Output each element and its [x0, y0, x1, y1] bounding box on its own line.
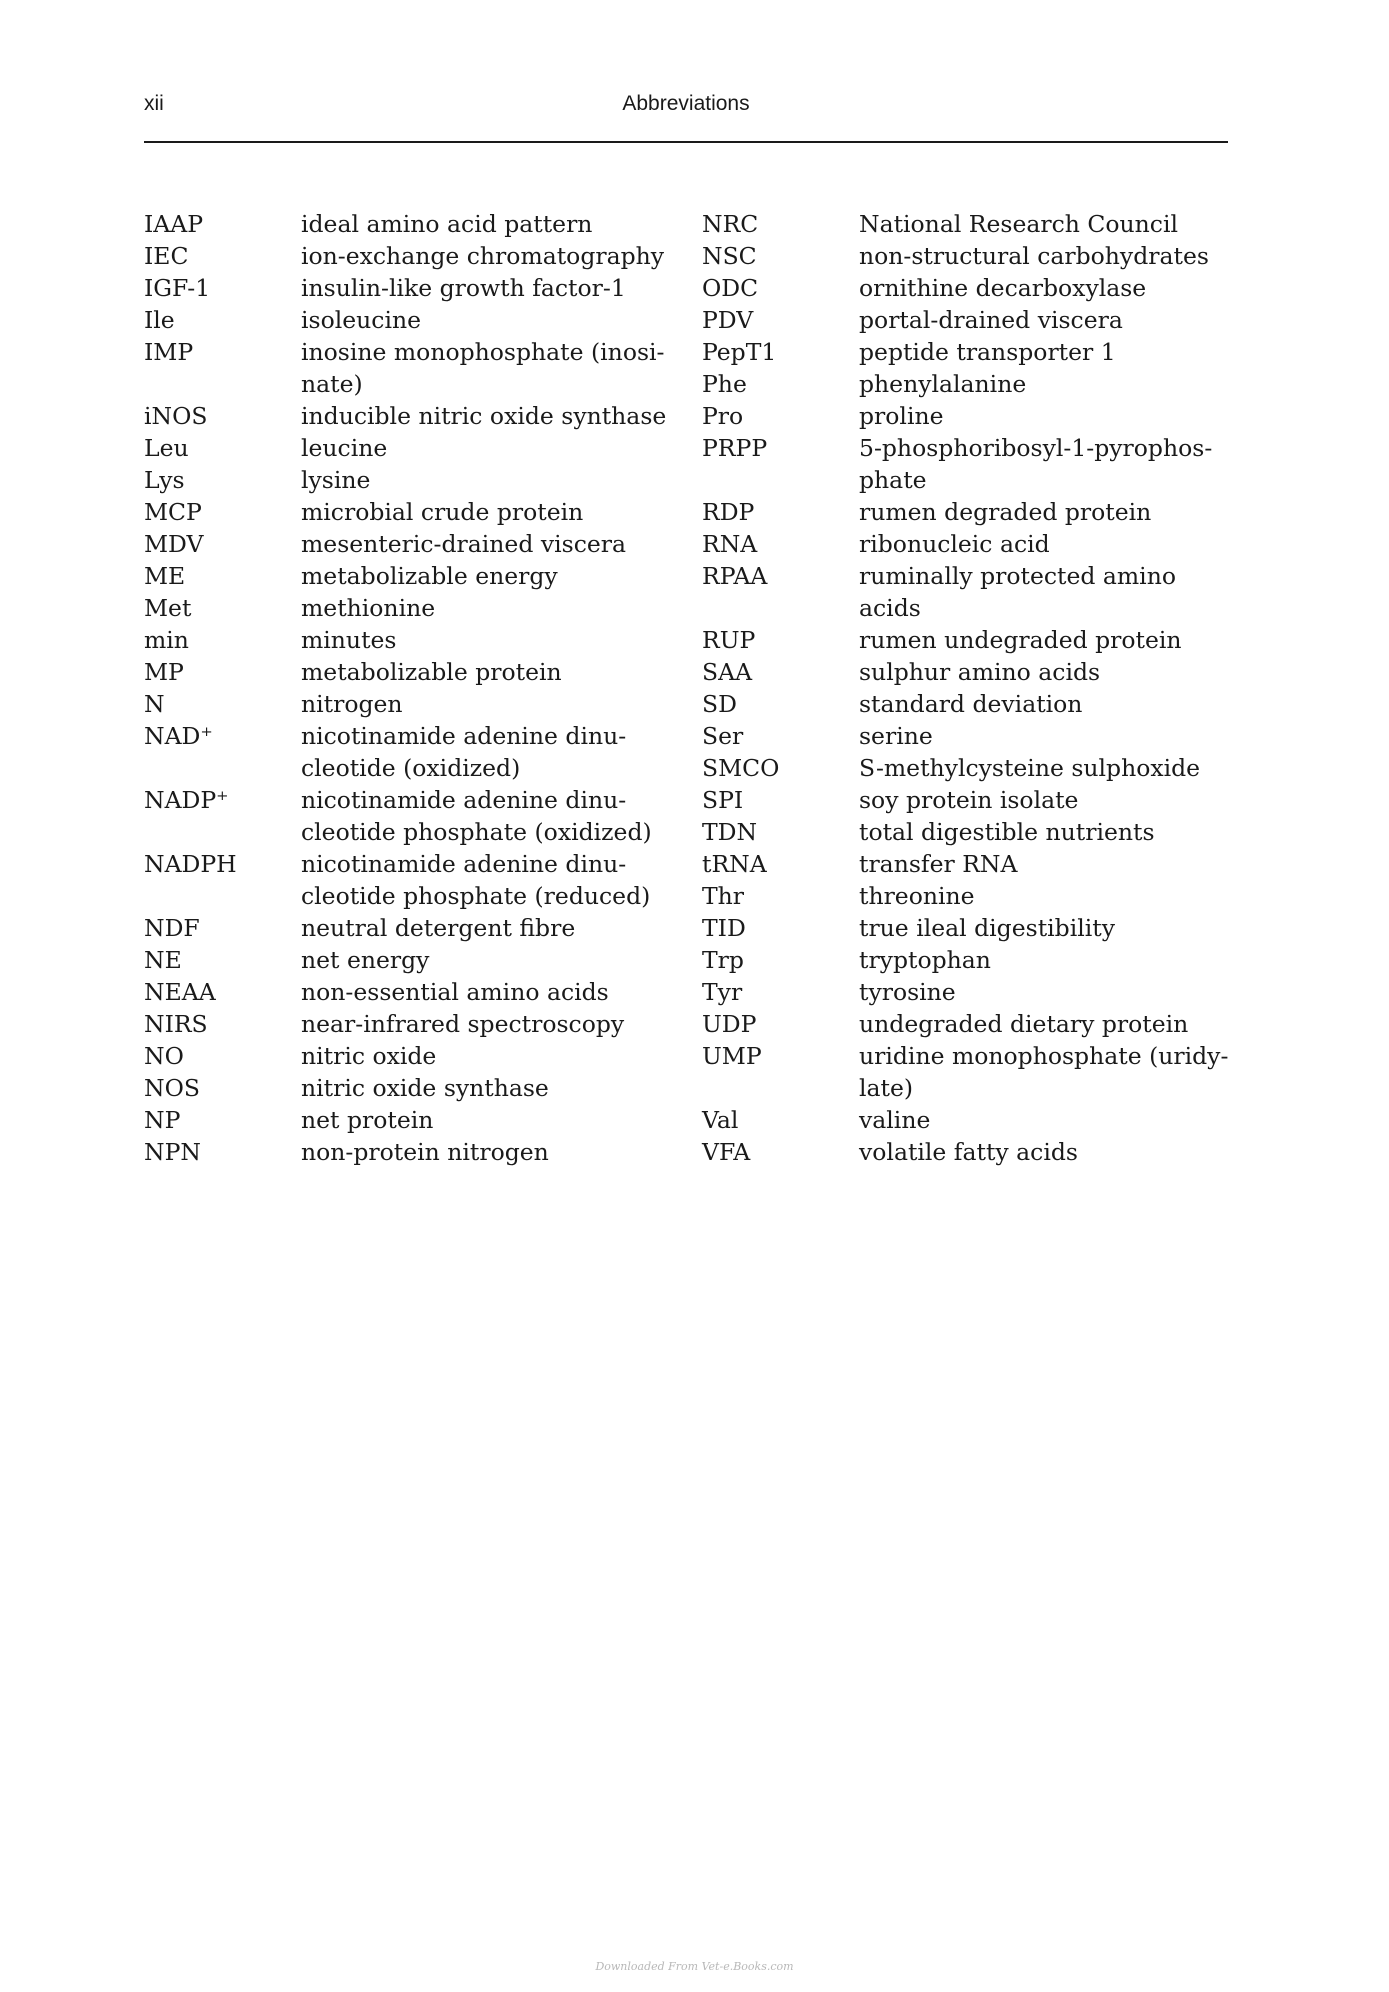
abbreviation-entry: [144, 496, 674, 528]
abbreviation-term: NP: [144, 1106, 181, 1134]
abbreviations-left-column: [144, 208, 674, 1168]
abbreviation-definition: [301, 240, 671, 272]
definition-line: nitric oxide: [301, 1042, 437, 1070]
abbreviation-definition: [859, 752, 1239, 784]
abbreviation-definition: [859, 624, 1239, 656]
abbreviation-term: TID: [702, 914, 746, 942]
abbreviation-entry: [702, 976, 1242, 1008]
abbreviation-entry: [702, 784, 1242, 816]
definition-line: net energy: [301, 946, 430, 974]
abbreviation-term: iNOS: [144, 402, 208, 430]
abbreviation-entry: [702, 1040, 1242, 1104]
abbreviation-definition: [301, 496, 671, 528]
abbreviation-entry: [702, 528, 1242, 560]
definition-line: lysine: [301, 466, 371, 494]
abbreviation-entry: [702, 560, 1242, 624]
definition-line: portal-drained viscera: [859, 306, 1123, 334]
abbreviation-definition: [301, 848, 671, 912]
definition-line: serine: [859, 722, 933, 750]
definition-line: nate): [301, 370, 363, 398]
abbreviation-definition: [859, 720, 1239, 752]
abbreviation-definition: [859, 272, 1239, 304]
abbreviation-definition: [859, 560, 1239, 624]
abbreviation-entry: [144, 976, 674, 1008]
abbreviation-definition: [859, 880, 1239, 912]
definition-line: non-structural carbohydrates: [859, 242, 1209, 270]
abbreviation-entry: [702, 752, 1242, 784]
abbreviation-entry: [144, 1104, 674, 1136]
definition-line: ion-exchange chromatography: [301, 242, 665, 270]
definition-line: nicotinamide adenine dinu-: [301, 786, 627, 814]
definition-line: isoleucine: [301, 306, 422, 334]
abbreviation-definition: [859, 1008, 1239, 1040]
abbreviation-definition: [859, 400, 1239, 432]
definition-line: ornithine decarboxylase: [859, 274, 1147, 302]
abbreviation-term: MP: [144, 658, 184, 686]
abbreviation-term: NDF: [144, 914, 200, 942]
definition-line: undegraded dietary protein: [859, 1010, 1189, 1038]
abbreviations-right-column: [702, 208, 1242, 1168]
abbreviation-entry: [702, 240, 1242, 272]
abbreviation-definition: [301, 336, 671, 400]
definition-line: metabolizable protein: [301, 658, 562, 686]
abbreviation-entry: [702, 1136, 1242, 1168]
definition-line: mesenteric-drained viscera: [301, 530, 627, 558]
abbreviation-term: Lys: [144, 466, 185, 494]
abbreviation-definition: [301, 528, 671, 560]
definition-line: nitrogen: [301, 690, 403, 718]
definition-line: sulphur amino acids: [859, 658, 1101, 686]
abbreviation-definition: [301, 688, 671, 720]
definition-line: acids: [859, 594, 921, 622]
abbreviation-entry: [702, 944, 1242, 976]
abbreviation-term: MCP: [144, 498, 202, 526]
definition-line: insulin-like growth factor-1: [301, 274, 626, 302]
definition-line: peptide transporter 1: [859, 338, 1116, 366]
definition-line: valine: [859, 1106, 931, 1134]
abbreviation-entry: [144, 1040, 674, 1072]
abbreviation-term: min: [144, 626, 189, 654]
abbreviation-entry: [702, 1104, 1242, 1136]
definition-line: nicotinamide adenine dinu-: [301, 722, 627, 750]
abbreviation-term: PDV: [702, 306, 754, 334]
definition-line: microbial crude protein: [301, 498, 584, 526]
abbreviation-definition: [859, 336, 1239, 368]
abbreviation-definition: [859, 1104, 1239, 1136]
definition-line: inosine monophosphate (inosi-: [301, 338, 665, 366]
abbreviation-term: NO: [144, 1042, 184, 1070]
abbreviation-definition: [301, 272, 671, 304]
abbreviation-definition: [301, 464, 671, 496]
definition-line: cleotide (oxidized): [301, 754, 521, 782]
abbreviation-term: NPN: [144, 1138, 201, 1166]
definition-line: late): [859, 1074, 914, 1102]
abbreviation-definition: [859, 368, 1239, 400]
abbreviation-entry: [144, 720, 674, 784]
definition-line: standard deviation: [859, 690, 1083, 718]
definition-line: nicotinamide adenine dinu-: [301, 850, 627, 878]
definition-line: near-infrared spectroscopy: [301, 1010, 625, 1038]
abbreviation-term: Tyr: [702, 978, 743, 1006]
abbreviation-term: Leu: [144, 434, 189, 462]
definition-line: cleotide phosphate (reduced): [301, 882, 651, 910]
abbreviation-definition: [859, 304, 1239, 336]
definition-line: minutes: [301, 626, 397, 654]
definition-line: rumen degraded protein: [859, 498, 1152, 526]
abbreviation-term: RUP: [702, 626, 756, 654]
definition-line: rumen undegraded protein: [859, 626, 1182, 654]
abbreviation-definition: [301, 720, 671, 784]
abbreviation-definition: [859, 784, 1239, 816]
definition-line: nitric oxide synthase: [301, 1074, 549, 1102]
definition-line: phate: [859, 466, 927, 494]
abbreviation-definition: [859, 848, 1239, 880]
abbreviation-entry: [702, 880, 1242, 912]
abbreviation-term: NAD⁺: [144, 722, 213, 750]
abbreviation-definition: [301, 304, 671, 336]
abbreviation-entry: [702, 624, 1242, 656]
abbreviation-entry: [144, 848, 674, 912]
definition-line: S-methylcysteine sulphoxide: [859, 754, 1201, 782]
abbreviation-term: Val: [702, 1106, 739, 1134]
definition-line: ruminally protected amino: [859, 562, 1176, 590]
abbreviation-term: IGF-1: [144, 274, 211, 302]
definition-line: methionine: [301, 594, 436, 622]
abbreviation-entry: [144, 592, 674, 624]
abbreviation-definition: [859, 816, 1239, 848]
abbreviation-entry: [702, 368, 1242, 400]
abbreviation-entry: [144, 208, 674, 240]
abbreviation-term: PepT1: [702, 338, 777, 366]
definition-line: soy protein isolate: [859, 786, 1079, 814]
definition-line: non-essential amino acids: [301, 978, 609, 1006]
abbreviation-entry: [702, 688, 1242, 720]
definition-line: cleotide phosphate (oxidized): [301, 818, 652, 846]
abbreviation-entry: [144, 1072, 674, 1104]
running-title: Abbreviations: [622, 92, 750, 115]
abbreviation-term: MDV: [144, 530, 204, 558]
abbreviation-term: NOS: [144, 1074, 200, 1102]
abbreviation-term: Met: [144, 594, 192, 622]
abbreviation-entry: [144, 240, 674, 272]
abbreviation-term: IEC: [144, 242, 189, 270]
abbreviation-definition: [301, 944, 671, 976]
abbreviation-definition: [859, 656, 1239, 688]
abbreviation-definition: [301, 656, 671, 688]
abbreviation-term: SAA: [702, 658, 753, 686]
abbreviation-term: RNA: [702, 530, 758, 558]
abbreviation-definition: [859, 944, 1239, 976]
abbreviation-term: NEAA: [144, 978, 216, 1006]
definition-line: phenylalanine: [859, 370, 1027, 398]
abbreviation-definition: [859, 240, 1239, 272]
abbreviation-term: RDP: [702, 498, 755, 526]
abbreviation-term: SPI: [702, 786, 744, 814]
abbreviation-term: NE: [144, 946, 182, 974]
definition-line: uridine monophosphate (uridy-: [859, 1042, 1229, 1070]
abbreviation-term: NRC: [702, 210, 759, 238]
abbreviation-term: ODC: [702, 274, 759, 302]
abbreviation-term: NADP⁺: [144, 786, 229, 814]
abbreviation-entry: [144, 1136, 674, 1168]
definition-line: net protein: [301, 1106, 434, 1134]
definition-line: transfer RNA: [859, 850, 1018, 878]
abbreviation-entry: [702, 848, 1242, 880]
abbreviation-term: RPAA: [702, 562, 768, 590]
abbreviation-definition: [859, 496, 1239, 528]
abbreviation-entry: [702, 208, 1242, 240]
abbreviation-entry: [702, 816, 1242, 848]
definition-line: National Research Council: [859, 210, 1178, 238]
abbreviation-entry: [144, 400, 674, 432]
abbreviation-term: PRPP: [702, 434, 768, 462]
abbreviation-term: UMP: [702, 1042, 762, 1070]
abbreviation-entry: [702, 1008, 1242, 1040]
abbreviation-entry: [144, 432, 674, 464]
abbreviation-entry: [144, 272, 674, 304]
abbreviation-entry: [702, 336, 1242, 368]
abbreviation-definition: [859, 1136, 1239, 1168]
abbreviation-term: IMP: [144, 338, 194, 366]
abbreviation-term: Thr: [702, 882, 745, 910]
abbreviation-definition: [301, 1072, 671, 1104]
abbreviation-definition: [301, 912, 671, 944]
abbreviation-term: TDN: [702, 818, 758, 846]
abbreviation-definition: [859, 688, 1239, 720]
abbreviation-definition: [301, 1008, 671, 1040]
abbreviation-entry: [702, 432, 1242, 496]
definition-line: threonine: [859, 882, 975, 910]
abbreviation-definition: [301, 1040, 671, 1072]
definition-line: non-protein nitrogen: [301, 1138, 549, 1166]
abbreviation-entry: [144, 336, 674, 400]
abbreviation-definition: [301, 208, 671, 240]
definition-line: volatile fatty acids: [859, 1138, 1078, 1166]
abbreviation-definition: [301, 432, 671, 464]
page-header: [144, 86, 1228, 122]
abbreviation-definition: [859, 976, 1239, 1008]
abbreviation-entry: [702, 304, 1242, 336]
abbreviation-entry: [702, 656, 1242, 688]
abbreviation-entry: [144, 1008, 674, 1040]
definition-line: leucine: [301, 434, 388, 462]
definition-line: metabolizable energy: [301, 562, 558, 590]
abbreviation-definition: [859, 432, 1239, 496]
abbreviation-definition: [301, 592, 671, 624]
abbreviation-entry: [144, 464, 674, 496]
abbreviation-term: Ile: [144, 306, 175, 334]
abbreviation-entry: [702, 272, 1242, 304]
definition-line: true ileal digestibility: [859, 914, 1115, 942]
abbreviation-entry: [144, 784, 674, 848]
abbreviation-definition: [859, 208, 1239, 240]
abbreviation-entry: [144, 656, 674, 688]
definition-line: inducible nitric oxide synthase: [301, 402, 667, 430]
abbreviation-definition: [301, 560, 671, 592]
abbreviation-term: Phe: [702, 370, 747, 398]
definition-line: neutral detergent fibre: [301, 914, 576, 942]
abbreviation-definition: [301, 784, 671, 848]
abbreviation-definition: [301, 400, 671, 432]
definition-line: ideal amino acid pattern: [301, 210, 593, 238]
abbreviation-term: Ser: [702, 722, 744, 750]
abbreviation-entry: [144, 688, 674, 720]
abbreviation-entry: [144, 528, 674, 560]
abbreviation-definition: [301, 1104, 671, 1136]
abbreviation-entry: [702, 496, 1242, 528]
abbreviation-term: UDP: [702, 1010, 757, 1038]
abbreviation-definition: [301, 1136, 671, 1168]
abbreviation-term: N: [144, 690, 165, 718]
definition-line: total digestible nutrients: [859, 818, 1155, 846]
abbreviation-term: NIRS: [144, 1010, 208, 1038]
abbreviation-term: IAAP: [144, 210, 204, 238]
header-rule: [144, 141, 1228, 143]
definition-line: 5-phosphoribosyl-1-pyrophos-: [859, 434, 1213, 462]
abbreviation-term: Trp: [702, 946, 744, 974]
definition-line: tryptophan: [859, 946, 991, 974]
download-watermark: Downloaded From Vet-e.Books.com: [595, 1960, 794, 1973]
abbreviation-entry: [144, 624, 674, 656]
definition-line: ribonucleic acid: [859, 530, 1050, 558]
abbreviation-entry: [144, 944, 674, 976]
abbreviation-term: tRNA: [702, 850, 767, 878]
abbreviation-term: NSC: [702, 242, 757, 270]
abbreviation-term: SD: [702, 690, 737, 718]
abbreviation-entry: [144, 304, 674, 336]
abbreviation-entry: [702, 720, 1242, 752]
abbreviation-entry: [144, 560, 674, 592]
abbreviation-entry: [144, 912, 674, 944]
abbreviation-definition: [301, 624, 671, 656]
abbreviation-entry: [702, 912, 1242, 944]
page-number: xii: [144, 92, 164, 115]
abbreviation-term: ME: [144, 562, 186, 590]
definition-line: proline: [859, 402, 944, 430]
abbreviation-term: Pro: [702, 402, 744, 430]
definition-line: tyrosine: [859, 978, 956, 1006]
abbreviation-term: NADPH: [144, 850, 237, 878]
abbreviation-term: SMCO: [702, 754, 780, 782]
abbreviation-entry: [702, 400, 1242, 432]
abbreviation-definition: [301, 976, 671, 1008]
abbreviation-definition: [859, 1040, 1239, 1104]
abbreviation-term: VFA: [702, 1138, 751, 1166]
abbreviation-definition: [859, 912, 1239, 944]
abbreviation-definition: [859, 528, 1239, 560]
